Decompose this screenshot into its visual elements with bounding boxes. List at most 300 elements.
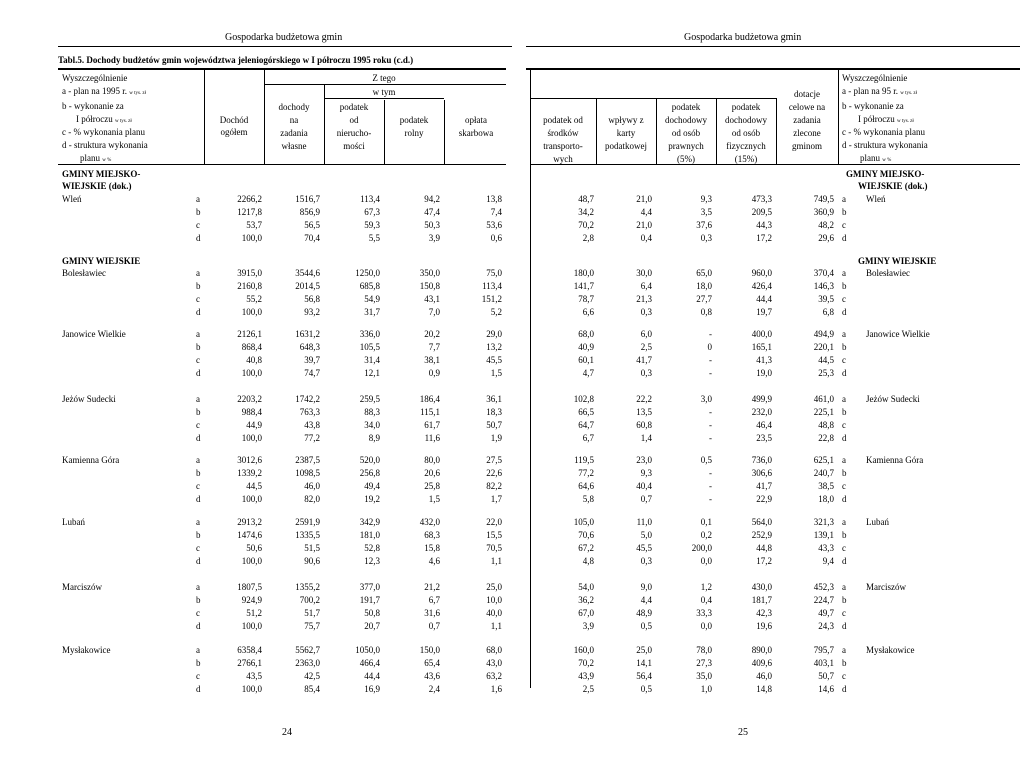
table-cell: 22,9 — [756, 494, 772, 504]
table-cell: 70,5 — [486, 543, 502, 553]
table-cell: 2,8 — [582, 233, 594, 243]
table-cell: 0,0 — [700, 621, 712, 631]
row-marker: d — [196, 684, 201, 694]
table-cell: 856,9 — [299, 207, 320, 217]
table-cell: 82,0 — [304, 494, 320, 504]
table-cell: 70,2 — [578, 220, 594, 230]
table-cell: 44,4 — [364, 671, 380, 681]
col-header-dochody: na — [289, 115, 299, 125]
col-header-nieruchomosci: mości — [343, 141, 365, 151]
table-cell: 30,0 — [636, 268, 652, 278]
table-cell: 1217,8 — [237, 207, 262, 217]
row-marker: d — [842, 233, 847, 243]
table-cell: 2766,1 — [237, 658, 262, 668]
row-name: Mysłakowice — [62, 645, 111, 655]
table-cell: 7,4 — [490, 207, 502, 217]
table-cell: 18,3 — [486, 407, 502, 417]
table-cell: 1,9 — [490, 433, 502, 443]
table-cell: 1,1 — [490, 556, 502, 566]
table-cell: 749,5 — [813, 194, 834, 204]
table-cell: 15,8 — [424, 543, 440, 553]
table-cell: 209,5 — [751, 207, 772, 217]
row-marker: d — [196, 233, 201, 243]
table-cell: 67,0 — [578, 608, 594, 618]
table-cell: 2160,8 — [237, 281, 262, 291]
table-cell: 77,2 — [578, 468, 594, 478]
table-cell: 93,2 — [304, 307, 320, 317]
table-cell: 150,8 — [419, 281, 440, 291]
table-cell: 65,4 — [424, 658, 440, 668]
table-cell: 186,4 — [419, 394, 440, 404]
table-cell: 1807,5 — [237, 582, 262, 592]
table-cell: 37,6 — [696, 220, 712, 230]
table-cell: 11,6 — [424, 433, 440, 443]
table-cell: 100,0 — [241, 684, 262, 694]
table-cell: 42,3 — [756, 608, 772, 618]
table-cell: 181,7 — [751, 595, 772, 605]
row-name: Kamienna Góra — [62, 455, 120, 465]
table-cell: 100,0 — [241, 433, 262, 443]
table-cell: 139,1 — [813, 530, 834, 540]
row-marker: d — [196, 556, 201, 566]
table-cell: 22,2 — [636, 394, 652, 404]
table-cell: 68,0 — [486, 645, 502, 655]
table-cell: 43,5 — [246, 671, 262, 681]
row-marker: a — [196, 194, 200, 204]
table-cell: 49,4 — [364, 481, 380, 491]
col-header-prawnych: (5%) — [677, 154, 695, 164]
row-marker: c — [196, 420, 200, 430]
table-cell: 27,7 — [696, 294, 712, 304]
col-header-nieruchomosci: nierucho- — [336, 128, 372, 138]
stub-header-line: b - wykonanie za — [62, 101, 124, 111]
table-cell: 42,5 — [304, 671, 320, 681]
table-cell: 68,3 — [424, 530, 440, 540]
table-cell: 1250,0 — [355, 268, 380, 278]
table-cell: 13,2 — [486, 342, 502, 352]
table-cell: 17,2 — [756, 556, 772, 566]
table-cell: 795,7 — [813, 645, 834, 655]
table-cell: 473,3 — [751, 194, 772, 204]
table-cell: 1355,2 — [295, 582, 320, 592]
col-header-oplata: opłata — [465, 115, 487, 125]
table-cell: 1,6 — [490, 684, 502, 694]
row-marker: b — [842, 530, 847, 540]
table-cell: 61,7 — [424, 420, 440, 430]
row-marker: b — [842, 281, 847, 291]
table-cell: 18,0 — [696, 281, 712, 291]
row-marker: a — [842, 455, 846, 465]
table-cell: 60,8 — [636, 420, 652, 430]
table-cell: 78,0 — [696, 645, 712, 655]
table-cell: 4,4 — [640, 595, 652, 605]
table-cell: 36,1 — [486, 394, 502, 404]
table-cell: 115,1 — [420, 407, 440, 417]
col-header-fizycznych: (15%) — [734, 154, 758, 164]
col-header-fizycznych: od osób — [731, 128, 761, 138]
col-header-fizycznych: podatek — [731, 102, 761, 112]
table-cell: 430,0 — [751, 582, 772, 592]
row-marker: d — [842, 494, 847, 504]
table-cell: 43,9 — [578, 671, 594, 681]
table-cell: 2387,5 — [295, 455, 320, 465]
table-cell: 100,0 — [241, 233, 262, 243]
table-cell: 51,7 — [304, 608, 320, 618]
row-name: Bolesławiec — [866, 268, 910, 278]
table-cell: 3,0 — [700, 394, 712, 404]
table-cell: 40,4 — [636, 481, 652, 491]
col-header-fizycznych: fizycznych — [726, 141, 766, 151]
group-heading: GMINY MIEJSKO- — [62, 169, 141, 179]
table-cell: 19,6 — [756, 621, 772, 631]
table-cell: 31,4 — [364, 355, 380, 365]
col-header-nieruchomosci: podatek — [339, 102, 369, 112]
table-cell: 165,1 — [751, 342, 772, 352]
table-cell: 452,3 — [813, 582, 834, 592]
table-cell: 105,0 — [573, 517, 594, 527]
col-header-rolny: podatek — [399, 115, 429, 125]
col-header-dotacje: celowe na — [788, 102, 826, 112]
stub-header-line: Wyszczególnienie — [842, 73, 908, 83]
running-header-left: Gospodarka budżetowa gmin — [225, 32, 343, 43]
table-cell: 2203,2 — [237, 394, 262, 404]
table-cell: 0,3 — [640, 307, 652, 317]
table-cell: 3,9 — [582, 621, 594, 631]
table-cell: 66,5 — [578, 407, 594, 417]
table-cell: 151,2 — [481, 294, 502, 304]
table-cell: 494,9 — [813, 329, 834, 339]
table-cell: 2266,2 — [237, 194, 262, 204]
table-cell: 51,5 — [304, 543, 320, 553]
table-cell: 21,0 — [636, 194, 652, 204]
stub-header-line: b - wykonanie za — [842, 101, 904, 111]
group-heading: WIEJSKIE (dok.) — [62, 181, 132, 191]
row-marker: c — [842, 294, 846, 304]
table-cell: 890,0 — [751, 645, 772, 655]
table-cell: 56,8 — [304, 294, 320, 304]
running-header-right: Gospodarka budżetowa gmin — [684, 32, 802, 43]
col-header-dochod: Dochód — [219, 115, 249, 125]
table-cell: 12,3 — [364, 556, 380, 566]
col-header-oplata: skarbowa — [458, 128, 494, 138]
table-cell: 68,0 — [578, 329, 594, 339]
table-cell: 3,5 — [700, 207, 712, 217]
table-cell: 45,5 — [486, 355, 502, 365]
table-cell: 22,8 — [818, 433, 834, 443]
stub-header-line: planu w % — [80, 153, 112, 163]
table-cell: 141,7 — [573, 281, 594, 291]
table-cell: 564,0 — [751, 517, 772, 527]
table-top-rule — [526, 68, 1020, 70]
table-cell: 48,7 — [578, 194, 594, 204]
table-cell: 9,0 — [640, 582, 652, 592]
table-cell: 113,4 — [482, 281, 502, 291]
row-name: Bolesławiec — [62, 268, 106, 278]
table-cell: 1050,0 — [355, 645, 380, 655]
table-cell: 6358,4 — [237, 645, 262, 655]
table-cell: 350,0 — [419, 268, 440, 278]
row-marker: b — [196, 407, 201, 417]
table-cell: 0,4 — [700, 595, 712, 605]
table-cell: 39,7 — [304, 355, 320, 365]
table-cell: 259,5 — [359, 394, 380, 404]
table-cell: 7,0 — [428, 307, 440, 317]
row-marker: d — [196, 433, 201, 443]
table-cell: 342,9 — [359, 517, 380, 527]
table-cell: 1,2 — [700, 582, 712, 592]
table-cell: 14,1 — [636, 658, 652, 668]
table-cell: 1098,5 — [295, 468, 320, 478]
table-cell: 13,5 — [636, 407, 652, 417]
table-cell: 19,7 — [756, 307, 772, 317]
table-cell: 5562,7 — [295, 645, 320, 655]
col-header-rolny: rolny — [404, 128, 424, 138]
table-cell: 2014,5 — [295, 281, 320, 291]
row-marker: b — [842, 207, 847, 217]
table-cell: 1,4 — [640, 433, 652, 443]
row-marker: c — [842, 420, 846, 430]
table-cell: - — [709, 329, 712, 339]
row-marker: d — [842, 433, 847, 443]
table-cell: 33,3 — [696, 608, 712, 618]
table-cell: 224,7 — [813, 595, 834, 605]
row-marker: d — [196, 368, 201, 378]
table-cell: 94,2 — [424, 194, 440, 204]
row-marker: b — [842, 595, 847, 605]
table-cell: 377,0 — [359, 582, 380, 592]
table-cell: 1631,2 — [295, 329, 320, 339]
table-cell: 336,0 — [359, 329, 380, 339]
table-cell: 75,7 — [304, 621, 320, 631]
page-number: 24 — [282, 727, 292, 738]
table-cell: 0,0 — [700, 556, 712, 566]
table-cell: 70,6 — [578, 530, 594, 540]
stub-divider — [204, 70, 205, 164]
w-tym-header: w tym — [372, 87, 396, 97]
col-divider — [384, 100, 385, 164]
table-cell: 65,0 — [696, 268, 712, 278]
table-cell: 34,2 — [578, 207, 594, 217]
col-header-prawnych: podatek — [671, 102, 701, 112]
z-tego-header: Z tego — [372, 73, 396, 83]
table-cell: 0,5 — [700, 455, 712, 465]
row-marker: a — [842, 582, 846, 592]
table-cell: - — [709, 355, 712, 365]
table-cell: 0,9 — [428, 368, 440, 378]
table-cell: 35,0 — [696, 671, 712, 681]
table-cell: 6,7 — [582, 433, 594, 443]
row-name: Marciszów — [62, 582, 102, 592]
table-cell: 21,0 — [636, 220, 652, 230]
row-marker: b — [196, 281, 201, 291]
col-header-dochody: własne — [281, 141, 307, 151]
table-cell: 90,6 — [304, 556, 320, 566]
table-cell: 2126,1 — [237, 329, 262, 339]
table-cell: 24,3 — [818, 621, 834, 631]
table-cell: 48,8 — [818, 420, 834, 430]
table-cell: 50,3 — [424, 220, 440, 230]
table-cell: 14,6 — [818, 684, 834, 694]
table-cell: 220,1 — [813, 342, 834, 352]
table-cell: 105,5 — [359, 342, 380, 352]
table-cell: 648,3 — [299, 342, 320, 352]
table-cell: 180,0 — [573, 268, 594, 278]
table-cell: 25,8 — [424, 481, 440, 491]
row-marker: a — [842, 394, 846, 404]
table-cell: 25,3 — [818, 368, 834, 378]
table-cell: 100,0 — [241, 621, 262, 631]
stub-header-line: d - struktura wykonania — [62, 140, 148, 150]
table-cell: 50,7 — [486, 420, 502, 430]
table-cell: 736,0 — [751, 455, 772, 465]
table-cell: 74,7 — [304, 368, 320, 378]
col-header-dochod: ogółem — [220, 127, 248, 137]
table-cell: 21,2 — [424, 582, 440, 592]
row-marker: a — [196, 455, 200, 465]
group-heading: GMINY WIEJSKIE — [858, 256, 937, 266]
table-cell: 0,4 — [640, 233, 652, 243]
stub-header-line: c - % wykonania planu — [62, 127, 145, 137]
table-cell: 52,8 — [364, 543, 380, 553]
row-marker: b — [196, 595, 201, 605]
group-heading: GMINY MIEJSKO- — [846, 169, 925, 179]
table-cell: 17,2 — [756, 233, 772, 243]
col-header-dotacje: zlecone — [793, 128, 821, 138]
table-cell: 50,7 — [818, 671, 834, 681]
row-name: Kamienna Góra — [866, 455, 924, 465]
table-cell: 77,2 — [304, 433, 320, 443]
table-cell: 63,2 — [486, 671, 502, 681]
row-name: Marciszów — [866, 582, 906, 592]
table-cell: 31,6 — [424, 608, 440, 618]
row-marker: a — [842, 329, 846, 339]
table-cell: 3915,0 — [237, 268, 262, 278]
row-marker: a — [842, 194, 846, 204]
row-marker: d — [196, 307, 201, 317]
table-cell: 60,1 — [578, 355, 594, 365]
header-rule — [526, 46, 1020, 47]
table-cell: 1,5 — [490, 368, 502, 378]
table-cell: 43,8 — [304, 420, 320, 430]
table-cell: 4,7 — [582, 368, 594, 378]
row-marker: a — [196, 582, 200, 592]
table-cell: 6,6 — [582, 307, 594, 317]
col-divider — [716, 98, 717, 164]
col-header-prawnych: dochodowy — [665, 115, 707, 125]
col-header-fizycznych: dochodowy — [725, 115, 767, 125]
table-cell: 499,9 — [751, 394, 772, 404]
table-cell: 0 — [707, 342, 712, 352]
row-marker: b — [196, 342, 201, 352]
table-cell: 700,2 — [299, 595, 320, 605]
table-cell: 6,8 — [822, 307, 834, 317]
table-top-rule — [58, 68, 506, 70]
table-cell: 70,4 — [304, 233, 320, 243]
table-cell: 181,0 — [359, 530, 380, 540]
table-cell: 4,4 — [640, 207, 652, 217]
row-marker: d — [842, 556, 847, 566]
table-cell: 0,3 — [700, 233, 712, 243]
table-cell: 56,4 — [636, 671, 652, 681]
table-cell: - — [709, 433, 712, 443]
table-cell: 14,8 — [756, 684, 772, 694]
table-cell: 12,1 — [364, 368, 380, 378]
table-cell: 9,3 — [640, 468, 652, 478]
table-cell: 13,8 — [486, 194, 502, 204]
row-marker: b — [196, 468, 201, 478]
table-cell: 64,7 — [578, 420, 594, 430]
table-cell: 44,5 — [818, 355, 834, 365]
table-cell: 100,0 — [241, 494, 262, 504]
stub-header-line: c - % wykonania planu — [842, 127, 925, 137]
table-left-edge — [530, 68, 531, 688]
table-cell: 36,2 — [578, 595, 594, 605]
row-marker: c — [842, 481, 846, 491]
table-cell: 1335,5 — [295, 530, 320, 540]
table-cell: 44,4 — [756, 294, 772, 304]
table-cell: 31,7 — [364, 307, 380, 317]
table-cell: 200,0 — [691, 543, 712, 553]
row-name: Lubań — [866, 517, 889, 527]
table-cell: 4,6 — [428, 556, 440, 566]
table-cell: 27,3 — [696, 658, 712, 668]
table-cell: 41,7 — [756, 481, 772, 491]
table-cell: 1,0 — [700, 684, 712, 694]
table-cell: 44,8 — [756, 543, 772, 553]
row-marker: c — [196, 355, 200, 365]
table-cell: 400,0 — [751, 329, 772, 339]
table-cell: 38,5 — [818, 481, 834, 491]
row-name: Wleń — [62, 194, 82, 204]
table-cell: 55,2 — [246, 294, 262, 304]
table-cell: 9,4 — [822, 556, 834, 566]
table-cell: - — [709, 468, 712, 478]
table-cell: 40,0 — [486, 608, 502, 618]
row-marker: a — [842, 268, 846, 278]
header-rule — [58, 46, 512, 47]
row-marker: d — [842, 368, 847, 378]
table-cell: 0,3 — [640, 556, 652, 566]
stub-header-line: a - plan na 95 r. w tys. zł — [842, 86, 918, 96]
table-cell: 75,0 — [486, 268, 502, 278]
table-cell: 466,4 — [359, 658, 380, 668]
row-name: Mysłakowice — [866, 645, 915, 655]
table-cell: 5,8 — [582, 494, 594, 504]
table-cell: 988,4 — [241, 407, 262, 417]
table-cell: 80,0 — [424, 455, 440, 465]
table-cell: 2591,9 — [295, 517, 320, 527]
table-cell: 50,6 — [246, 543, 262, 553]
page-number: 25 — [738, 727, 748, 738]
table-cell: 960,0 — [751, 268, 772, 278]
stub-header-line: I półroczu w tys. zł — [858, 114, 914, 124]
table-cell: 44,5 — [246, 481, 262, 491]
table-cell: 1,1 — [490, 621, 502, 631]
col-header-dochody: zadania — [280, 128, 308, 138]
row-marker: d — [842, 307, 847, 317]
table-cell: 924,9 — [241, 595, 262, 605]
table-cell: 49,7 — [818, 608, 834, 618]
table-cell: 18,0 — [818, 494, 834, 504]
table-cell: 25,0 — [636, 645, 652, 655]
table-cell: 48,9 — [636, 608, 652, 618]
table-cell: 43,6 — [424, 671, 440, 681]
table-cell: 6,7 — [428, 595, 440, 605]
table-cell: 46,0 — [304, 481, 320, 491]
table-cell: 102,8 — [573, 394, 594, 404]
table-cell: 0,1 — [700, 517, 712, 527]
table-cell: 763,3 — [299, 407, 320, 417]
